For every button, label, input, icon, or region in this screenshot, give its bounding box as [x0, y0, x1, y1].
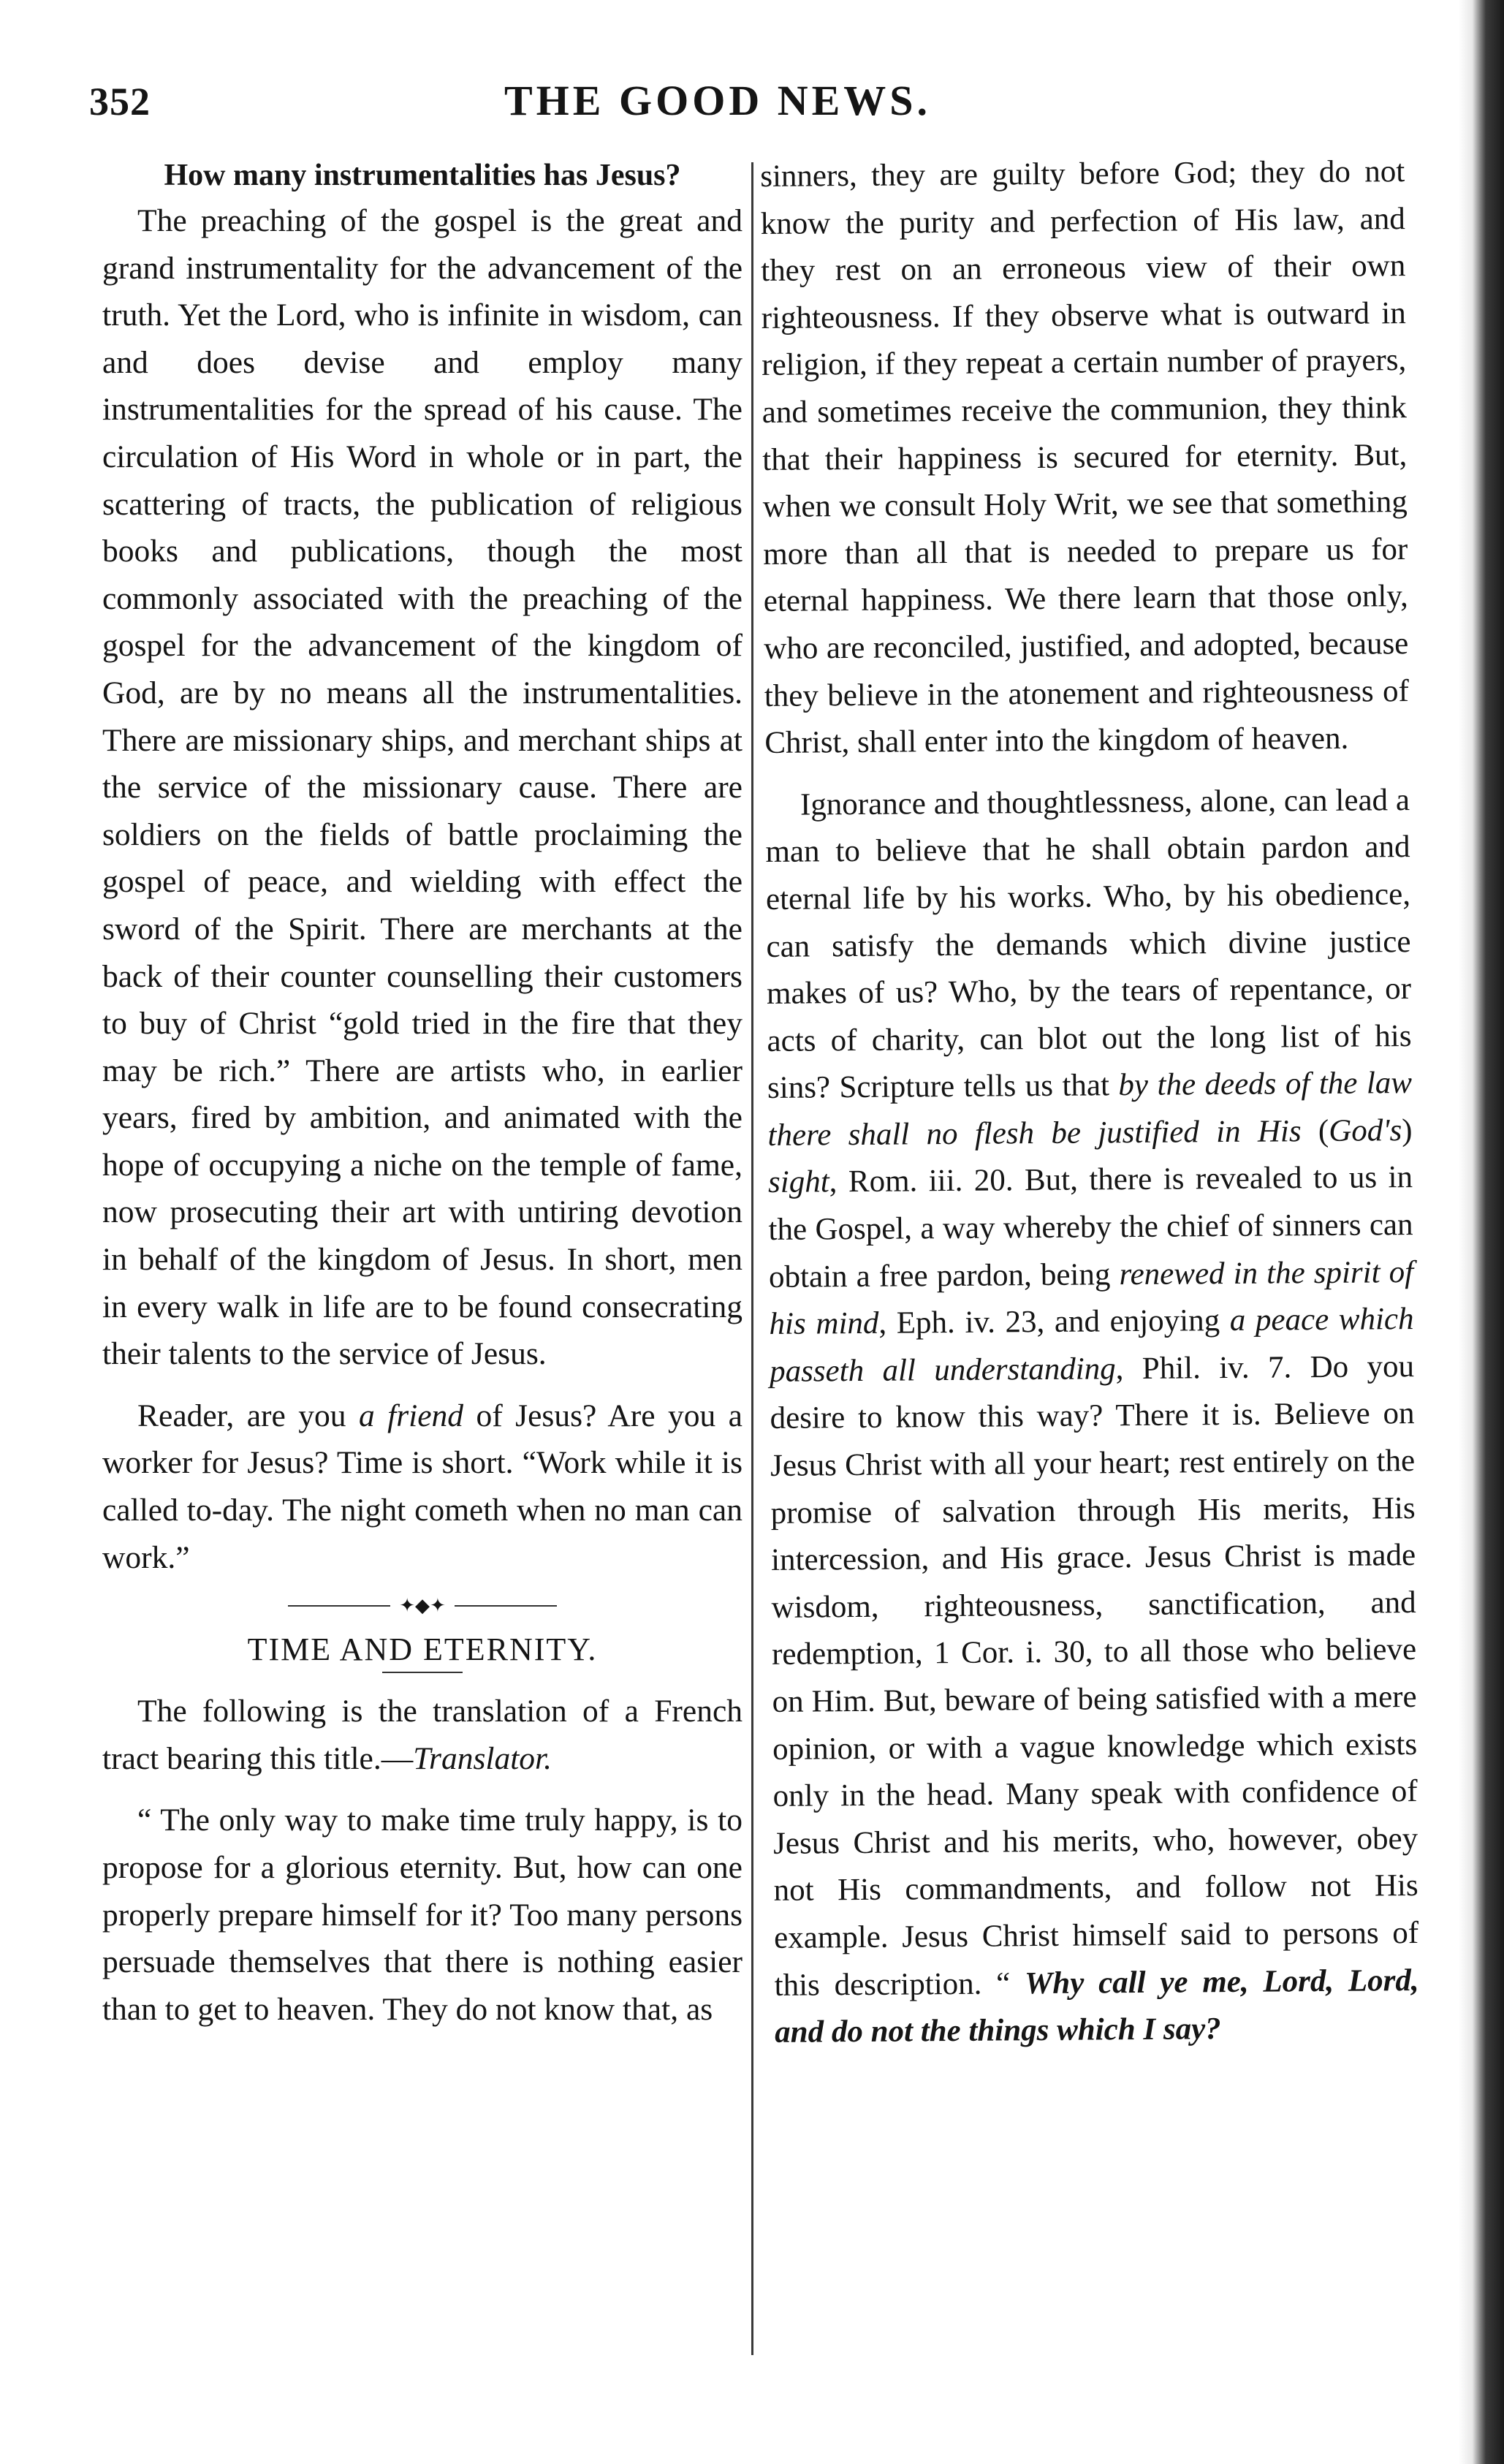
page-edge-shadow [1459, 0, 1504, 2464]
scripture-quote-philippians: a peace which passeth all understanding [769, 1302, 1414, 1389]
ignorance-text-e: , Eph. iv. 23, and enjoying [878, 1303, 1230, 1341]
ignorance-text-f: , Phil. iv. 7. Do you desire to know this way? There it is. Believe on Jesus Christ with all your heart; rest entirely on the promise of salvation through His merits, His intercession, and His grace. Jesus Christ is made wisdom, righteousness, sanctification, and redemption, 1 Cor. i. 30, to all those who believe on Him. But, beware of being satisfied with a mere opinion, or with a vague knowledge which exists only in the head. Many speak with confidence of Jesus Christ and his merits, who, however, obey not His commandments, and follow not His example. Jesus Christ himself said to persons of this description. “ [770, 1349, 1419, 2003]
scripture-quote-luke: Why call ye me, Lord, Lord, and do not the things which I say? [775, 1963, 1419, 2050]
paragraph-translation-note [102, 1688, 742, 1782]
reader-text-a: Reader, are you [137, 1398, 359, 1433]
paragraph-ignorance [765, 777, 1420, 2057]
right-column [760, 148, 1419, 2057]
ignorance-text-c: ) [1402, 1112, 1413, 1148]
reader-emphasis: a friend [358, 1398, 464, 1433]
gods-emphasis: God's [1329, 1113, 1402, 1148]
question-heading: How many instrumentalities has Jesus? [164, 159, 681, 192]
translation-note-text: The following is the translation of a French tract bearing this title.— [102, 1694, 742, 1776]
translator-credit: Translator. [413, 1740, 552, 1776]
divider-line-right [455, 1605, 557, 1607]
paragraph-sinners: sinners, they are guilty before God; they do not know the purity and perfection of His law, and they rest on an erroneous view of their own righteousness. If they observe what is outward in religion, if they repeat a certain number of prayers, and sometimes receive the communion, they think that their happiness is secured for eternity. But, when we consult Holy Writ, we see that something more than all that is needed to prepare us for eternal happiness. We there learn that those only, who are reconciled, justified, and adopted, because they believe in the atonement and righteousness of Christ, shall enter into the kingdom of heaven. [760, 154, 1409, 761]
scripture-quote-romans: by the deeds of the law there shall no flesh be justified in His [767, 1066, 1413, 1153]
paragraph-instrumentalities: The preaching of the gospel is the great and grand instrumentality for the advancement of the truth. Yet the Lord, who is infinite in wisdom, can and does devise and employ many instrumentalities for the spread of his cause. The circulation of His Word in whole or in part, the scattering of tracts, the publication of religious books and publications, though the most commonly associated with the preaching of the gospel for the advancement of the kingdom of God, are by no means all the instrumentalities. There are missionary ships, and merchant ships at the service of the missionary cause. There are soldiers on the fields of battle proclaiming the gospel of peace, and wielding with effect the sword of the Spirit. There are merchants at the back of their counter counselling their customers to buy of Christ “gold tried in the fire that they may be rich.” There are artists who, in earlier years, fired by ambition, and animated with the hope of occupying a niche on the temple of fame, now prosecuting their art with untiring devotion in behalf of the kingdom of Jesus. In short, men in every walk in life are to be found consecrating their talents to the service of Jesus. [102, 203, 742, 1372]
page-number: 352 [89, 80, 151, 124]
section-divider [102, 1591, 742, 1620]
left-column [102, 153, 742, 2033]
title-underline [382, 1672, 463, 1673]
ignorance-text-d: , Rom. iii. 20. But, there is revealed to us in the Gospel, a way whereby the chief of sinners can obtain a free pardon, being [768, 1160, 1413, 1294]
column-divider-rule [751, 162, 753, 2355]
section-title: TIME AND ETERNITY. [247, 1631, 598, 1668]
paragraph-reader [102, 1392, 742, 1581]
ornament-icon: ✦◆✦ [399, 1595, 446, 1617]
ignorance-text-a: Ignorance and thoughtlessness, alone, can lead a man to believe that he shall obtain pardon and eternal life by his works. Who, by his obedience, can satisfy the demands which divine justice makes of us? Who, by the tears of repentance, or acts of charity, can blot out the long list of his sins? Scripture tells us that [765, 782, 1412, 1106]
paragraph-tract-opening: “ The only way to make time truly happy, is to propose for a glorious eternity. But, how can one properly prepare himself for it? Too many persons persuade themselves that there is nothing easier than to get to heaven. They do not know that, as [102, 1802, 742, 2027]
divider-line-left [288, 1605, 390, 1607]
running-title: THE GOOD NEWS. [504, 77, 932, 124]
ignorance-text-b: ( [1301, 1113, 1329, 1149]
scripture-quote-ephesians: renewed in the spirit of his mind [769, 1254, 1414, 1342]
sight-emphasis: sight [767, 1164, 829, 1200]
reader-text-b: of Jesus? Are you a worker for Jesus? Time is short. “Work while it is called to-day. The night cometh when no man can work.” [102, 1398, 742, 1575]
